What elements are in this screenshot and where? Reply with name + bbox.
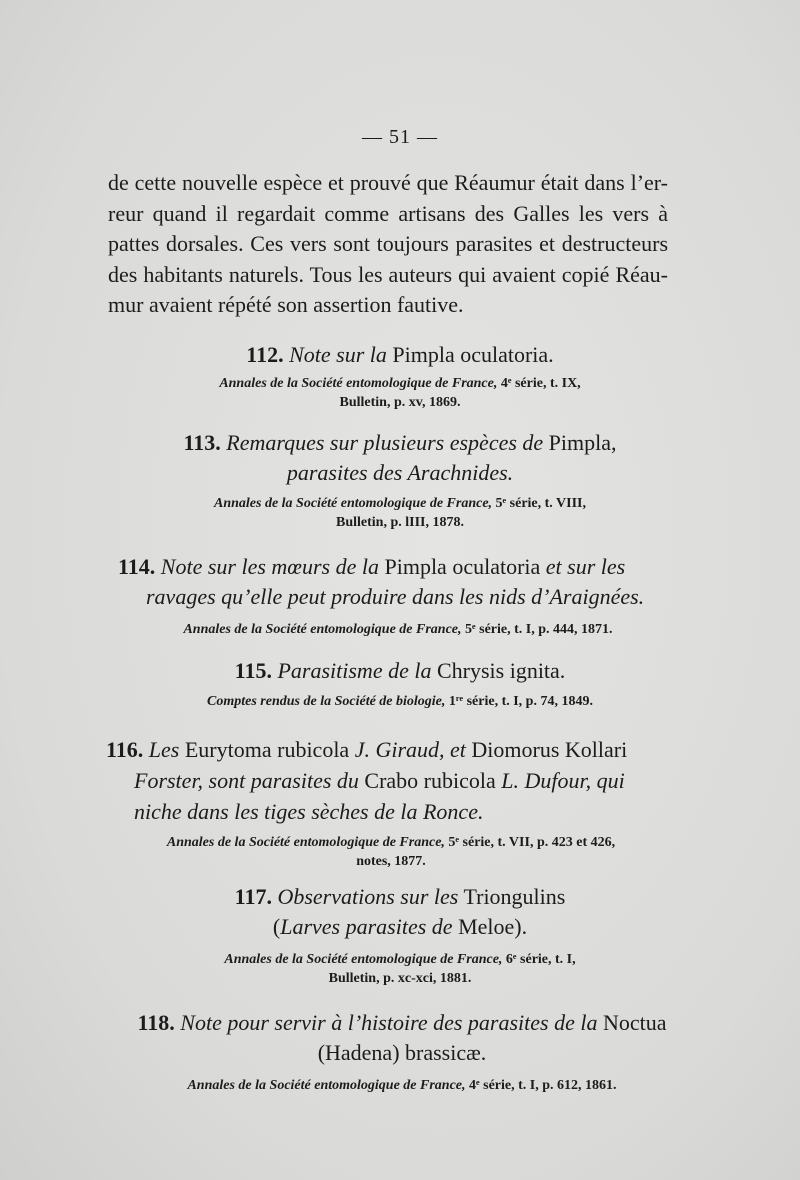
entry-116 <box>106 734 676 871</box>
reference-journal: Annales de la Société entomologique de France, <box>166 835 445 850</box>
author-name: J. Giraud, <box>354 737 445 762</box>
entry-number: 118. <box>137 1010 175 1035</box>
reference-detail: 4ᵉ série, t. I, p. 612, 1861. <box>469 1078 617 1093</box>
entry-title <box>130 656 670 686</box>
species-name: Diomorus Kollari <box>471 737 628 762</box>
title-text: Larves parasites de <box>280 914 453 939</box>
title-text: niche dans les tiges sèches de la Ronce. <box>134 799 484 824</box>
reference-journal: Annales de la Société entomologique de France, <box>213 496 493 511</box>
species-name: Triongulins <box>463 884 566 909</box>
title-text: Observations sur les <box>277 884 459 909</box>
title-text: Note pour servir à l’histoire des parasites de la <box>180 1010 598 1035</box>
reference-detail: 5ᵉ série, t. I, p. 444, 1871. <box>465 622 613 637</box>
title-text: et <box>450 737 466 762</box>
entry-113 <box>130 428 670 532</box>
author-name: L. Dufour, qui <box>501 768 625 793</box>
intro-line: pattes dorsales. Ces vers sont toujours parasites et destructeurs <box>108 231 668 256</box>
title-text: et sur les <box>545 554 626 579</box>
intro-line: de cette nouvelle espèce et prouvé que Réaumur était dans l’er- <box>108 170 668 195</box>
reference-detail: 5ᵉ série, t. VIII, <box>495 496 586 511</box>
entry-number: 116. <box>106 737 144 762</box>
species-name: Chrysis ignita. <box>436 658 566 683</box>
entry-114 <box>118 552 678 639</box>
entry-title <box>130 428 670 488</box>
reference-journal: Annales de la Société entomologique de France, <box>224 952 503 967</box>
intro-paragraph <box>108 168 668 321</box>
intro-line: des habitants naturels. Tous les auteurs qui avaient copié Réau- <box>108 261 668 287</box>
reference-detail: notes, 1877. <box>356 854 426 869</box>
species-name: (Hadena) brassicæ. <box>317 1040 487 1065</box>
page-number: — 51 — <box>362 126 438 148</box>
entry-reference <box>130 692 670 711</box>
title-text: Note sur la <box>289 342 387 367</box>
reference-detail: 4ᵉ série, t. IX, <box>500 376 581 391</box>
title-text: ravages qu’elle peut produire dans les nids d’Araignées. <box>146 584 645 609</box>
entry-title <box>150 340 650 370</box>
reference-journal: Comptes rendus de la Société de biologie, <box>207 694 446 709</box>
entry-number: 113. <box>183 430 221 455</box>
entry-118 <box>122 1008 682 1095</box>
species-name: Meloe). <box>458 914 528 939</box>
entry-number: 117. <box>234 884 272 909</box>
intro-line: reur quand il regardait comme artisans des Galles les vers à <box>108 200 668 226</box>
entry-number: 114. <box>118 554 156 579</box>
entry-number: 115. <box>234 658 272 683</box>
entry-112 <box>150 340 650 412</box>
entry-number: 112. <box>246 342 284 367</box>
entry-reference <box>118 620 678 639</box>
title-text: Les <box>148 737 180 762</box>
reference-journal: Annales de la Société entomologique de France, <box>183 622 462 637</box>
entry-title <box>140 882 660 942</box>
entry-115 <box>130 656 670 711</box>
title-text: Parasitisme de la <box>277 658 432 683</box>
entry-117 <box>140 882 660 988</box>
entry-title <box>122 1008 682 1068</box>
reference-detail: 5ᵉ série, t. VII, p. 423 et 426, <box>448 835 616 850</box>
entry-reference <box>122 1076 682 1095</box>
species-name: Noctua <box>602 1010 667 1035</box>
reference-detail: Bulletin, p. xc-xci, 1881. <box>328 971 472 986</box>
title-text: Note sur les mœurs de la <box>160 554 379 579</box>
reference-detail: Bulletin, p. xv, 1869. <box>339 395 461 410</box>
entry-title <box>118 552 678 612</box>
title-text: Forster, sont parasites du <box>134 768 359 793</box>
entry-reference <box>106 833 676 871</box>
reference-detail: 6ᵉ série, t. I, <box>505 952 576 967</box>
title-text: parasites des Arachnides. <box>286 460 514 485</box>
species-name: Pimpla, <box>548 430 617 455</box>
intro-line: mur avaient répété son assertion fautive. <box>108 292 464 317</box>
reference-detail: Bulletin, p. lIII, 1878. <box>336 515 464 530</box>
species-name: Eurytoma rubicola <box>184 737 350 762</box>
entry-reference <box>130 494 670 532</box>
species-name: Crabo rubicola <box>364 768 496 793</box>
reference-detail: 1ʳᵉ série, t. I, p. 74, 1849. <box>448 694 593 709</box>
reference-journal: Annales de la Société entomologique de France, <box>219 376 498 391</box>
entry-reference <box>140 950 660 988</box>
species-name: Pimpla oculatoria <box>384 554 541 579</box>
entry-title <box>106 734 676 827</box>
title-text: ( <box>272 914 281 939</box>
entry-reference <box>150 374 650 412</box>
title-text: Remarques sur plusieurs espèces de <box>226 430 544 455</box>
species-name: Pimpla oculatoria. <box>392 342 554 367</box>
reference-journal: Annales de la Société entomologique de France, <box>187 1078 466 1093</box>
